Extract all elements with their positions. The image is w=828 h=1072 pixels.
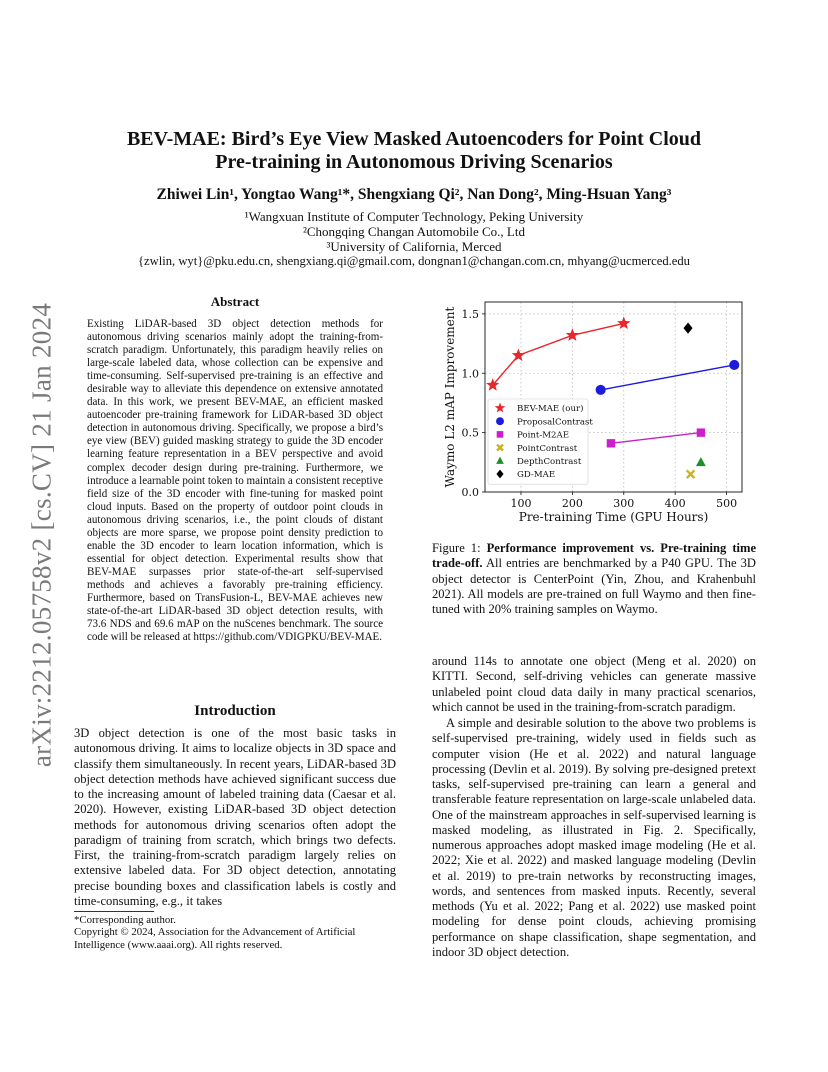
series-line-bev-mae-our [493, 323, 624, 385]
x-tick-label: 400 [664, 497, 686, 510]
abstract-text: Existing LiDAR-based 3D object detection methods for autonomous driving scenarios mainly adopt the training-from-scratch paradigm. Unfortunately, this paradigm heavily relies on large-scale labeled data, whose collection can be expensive and time-consuming. Self-supervised pre-training is an effective and desirable way to alleviate this dependence on extensive annotated data. In this work, we present BEV-MAE, an efficient masked autoencoder pre-training framework for LiDAR-based 3D object detection in autonomous driving. Specifically, we propose a bird’s eye view (BEV) guided masking strategy to guide the 3D encoder learning feature representation in a BEV perspective and avoid complex decoder design during pre-training. Furthermore, we introduce a learnable point token to maintain a consistent receptive field size of the 3D encoder with fine-tuning for masked point cloud inputs. Based on the property of outdoor point clouds in autonomous driving scenarios, i.e., the point clouds of distant objects are more sparse, we propose point density prediction to enable the 3D encoder to learn location information, which is essential for object detection. Experimental results show that BEV-MAE surpasses prior state-of-the-art self-supervised methods and achieves a favorably pre-training efficiency. Furthermore, based on TransFusion-L, BEV-MAE achieves new state-of-the-art LiDAR-based 3D object detection results, with 73.6 NDS and 69.6 mAP on the nuScenes benchmark. The source code will be released at https://github.com/VDIGPKU/BEV-MAE. [87, 318, 384, 644]
y-tick-label: 0.5 [461, 426, 479, 440]
footnote-rule [74, 911, 154, 912]
y-tick-label: 1.5 [461, 307, 479, 321]
caption-body: All entries are benchmarked by a P40 GPU. The 3D object detector is CenterPoint (Yin, Zhou, and Krahenbuhl 2021). All models are pre-trained on full Waymo and then fine-tuned with 20% training samples on Waymo. [432, 556, 756, 616]
author-list: Zhiwei Lin¹, Yongtao Wang¹*, Shengxiang Qi², Nan Dong², Ming-Hsuan Yang³ [156, 186, 672, 203]
legend-marker-point-m2ae [497, 431, 504, 438]
scatter-plot [430, 298, 760, 533]
affiliation-1: ¹Wangxuan Institute of Computer Technology, Peking University [244, 209, 584, 224]
series-line-proposalcontrast [601, 365, 735, 390]
legend-label-gd-mae: GD-MAE [517, 470, 556, 481]
data-point-proposalcontrast [729, 360, 739, 370]
legend-label-depthcontrast: DepthContrast [517, 457, 582, 467]
series-line-point-m2ae [611, 433, 701, 444]
paper-title [60, 128, 768, 174]
legend-label-bev-mae-our: BEV-MAE (our) [517, 404, 584, 415]
y-axis-label: Waymo L2 mAP Improvement [443, 306, 457, 488]
figure-1-chart [430, 298, 760, 533]
data-point-bev-mae-our [512, 348, 525, 361]
legend-label-point-m2ae: Point-M2AE [517, 430, 569, 441]
x-tick-label: 300 [613, 497, 635, 510]
caption-title: Performance improvement vs. Pre-training time trade-off. [432, 541, 757, 571]
arxiv-stamp [22, 300, 62, 770]
right-paragraph-2: A simple and desirable solution to the above two problems is self-supervised pre-training, widely used in fields such as computer vision (He et al. 2022) and natural language processing (Devlin et al. 2019). By solving pre-designed pretext tasks, self-supervised pre-training can learn a general and transferable feature representation on large-scale unlabeled data. One of the mainstream approaches in self-supervised learning is masked modeling, as illustrated in Fig. 2. Specifically, numerous approaches adopt masked image modeling (He et al. 2022; Xie et al. 2022) and masked language modeling (Devlin et al. 2019) to pre-train networks by reconstructing images, words, and sentences from masked inputs. Recently, several methods (Yu et al. 2022; Pang et al. 2022) use masked point modeling for dense point clouds, achieving promising performance on shape classification, shape segmentation, and indoor 3D object detection. [432, 716, 756, 959]
introduction-paragraph: 3D object detection is one of the most basic tasks in autonomous driving. It aims to localize objects in 3D space and classify them simultaneously. In recent years, LiDAR-based 3D object detection methods have achieved significant success due to the increasing amount of labeled training data (Caesar et al. 2020). However, existing LiDAR-based 3D object detection methods for autonomous driving scenarios often adopt the paradigm of training from scratch, which brings two defects. First, the training-from-scratch paradigm largely relies on extensive labeled data. For 3D object detection, annotating precise bounding boxes and classification labels is costly and time-consuming, e.g., it takes [74, 726, 396, 908]
right-paragraph-1: around 114s to annotate one object (Meng et al. 2020) on KITTI. Second, self-driving vehicles can generate massive unlabeled point cloud data daily in many practical scenarios, which cannot be used in the training-from-scratch paradigm. [432, 654, 756, 714]
x-tick-label: 500 [716, 497, 738, 510]
x-axis-label: Pre-training Time (GPU Hours) [518, 510, 709, 524]
copyright-notice: Copyright © 2024, Association for the Advancement of Artificial Intelligence (www.aaai.org). All rights reserved. [74, 926, 356, 951]
x-tick-label: 100 [510, 497, 532, 510]
title-line-2: Pre-training in Autonomous Driving Scenarios [215, 151, 613, 173]
caption-label: Figure 1: [432, 541, 481, 555]
figure-1-caption [432, 541, 756, 617]
title-line-1: BEV-MAE: Bird’s Eye View Masked Autoencoders for Point Cloud [126, 128, 702, 150]
x-tick-label: 200 [561, 497, 583, 510]
legend-marker-proposalcontrast [496, 417, 504, 425]
data-point-gd-mae [683, 323, 692, 334]
corresponding-author-footnote: *Corresponding author. [74, 914, 176, 926]
y-tick-label: 1.0 [461, 367, 479, 381]
arxiv-id-text: arXiv:2212.05758v2 [cs.CV] 21 Jan 2024 [26, 302, 57, 768]
data-point-depthcontrast [696, 457, 706, 466]
affiliation-3: ³University of California, Merced [326, 239, 502, 254]
data-point-point-m2ae [607, 439, 615, 447]
abstract-heading: Abstract [210, 294, 260, 309]
data-point-point-m2ae [697, 428, 705, 436]
legend-label-pointcontrast: PointContrast [517, 443, 578, 454]
data-point-proposalcontrast [596, 385, 606, 395]
data-point-pointcontrast [687, 470, 695, 478]
y-tick-label: 0.0 [461, 486, 479, 499]
author-emails: {zwlin, wyt}@pku.edu.cn, shengxiang.qi@gmail.com, dongnan1@changan.com.cn, mhyang@ucmerced.edu [138, 254, 690, 268]
legend-label-proposalcontrast: ProposalContrast [517, 417, 593, 428]
affiliation-2: ²Chongqing Changan Automobile Co., Ltd [302, 224, 525, 239]
introduction-heading: Introduction [194, 703, 276, 719]
